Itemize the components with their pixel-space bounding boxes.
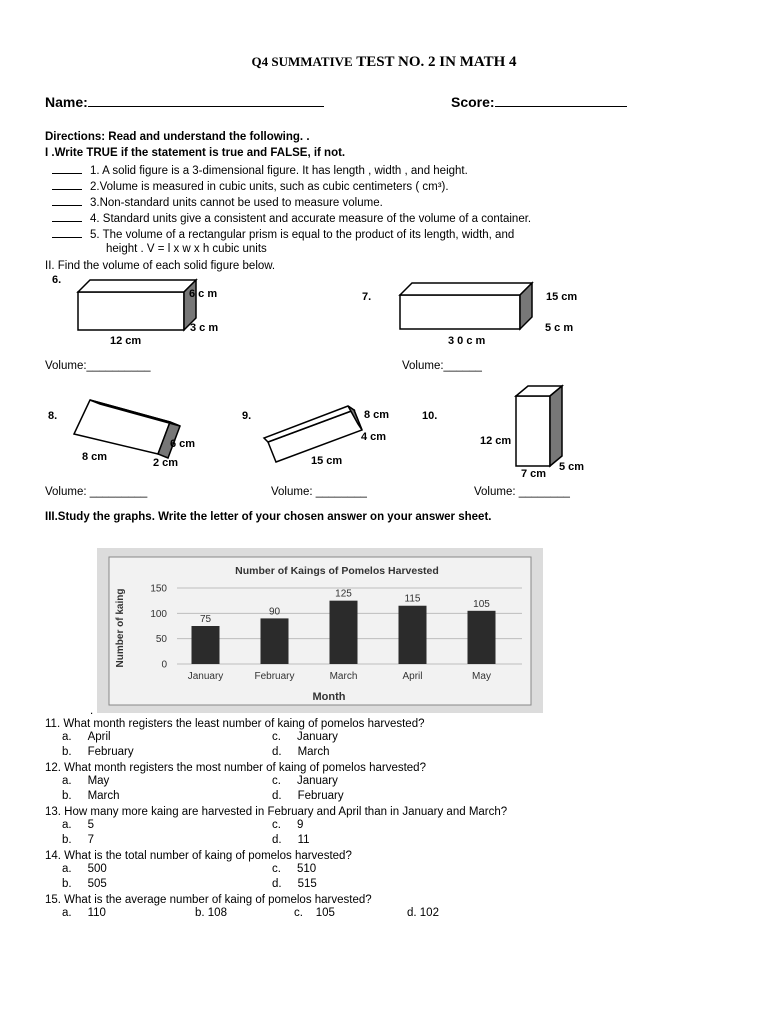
option-letter: b.: [62, 878, 72, 890]
tf-item-4: [52, 210, 531, 227]
title-prefix: Q4 SUMMATIVE: [251, 54, 353, 69]
chart-x-tick-label: January: [187, 671, 224, 682]
option-letter: c.: [272, 863, 281, 875]
part1-heading-true: TRUE: [86, 147, 118, 159]
directions: Directions: Read and understand the following. .: [45, 131, 310, 143]
fig7-width-label: 5 c m: [545, 322, 574, 334]
fig9-height-label: 8 cm: [364, 409, 390, 421]
stray-dot: .: [90, 705, 94, 717]
chart-x-tick-label: February: [254, 671, 295, 682]
tf-item-text: 2.Volume is measured in cubic units, such as cubic centimeters ( cm³).: [90, 181, 449, 193]
fig10-number: 10.: [422, 410, 438, 422]
q15-option-c: [294, 907, 335, 919]
fig9-width-label: 4 cm: [361, 431, 387, 443]
fig10-length-label: 7 cm: [521, 468, 547, 480]
question-14: 14. What is the total number of kaing of pomelos harvested?: [45, 850, 352, 862]
tf-item-text: 1. A solid figure is a 3-dimensional figure. It has length , width , and height.: [90, 165, 468, 177]
chart-x-tick-label: May: [472, 671, 491, 682]
option-text: 11: [297, 834, 310, 846]
option-text: 110: [87, 907, 106, 919]
q13-option-b: [62, 834, 94, 846]
part3-heading: III.Study the graphs. Write the letter of your chosen answer on your answer sheet.: [45, 511, 492, 523]
name-line[interactable]: [88, 92, 324, 107]
question-11: 11. What month registers the least number of kaing of pomelos harvested?: [45, 718, 425, 730]
option-text: March: [87, 790, 120, 802]
chart-bar-february: [261, 618, 289, 664]
fig9-number: 9.: [242, 410, 252, 422]
question-15: 15. What is the average number of kaing of pomelos harvested?: [45, 894, 372, 906]
name-label: Name:: [45, 94, 88, 110]
fig7-prism: [398, 281, 534, 333]
option-text: February: [297, 790, 344, 802]
chart-y-tick-label: 100: [150, 608, 167, 620]
q11-option-d: [272, 746, 330, 758]
answer-blank[interactable]: [52, 178, 82, 190]
q14-option-c: [272, 863, 316, 875]
score-field[interactable]: [451, 92, 627, 110]
option-letter: c.: [294, 907, 303, 919]
option-text: 515: [297, 878, 317, 890]
chart-y-tick-label: 50: [155, 634, 167, 646]
fig6-prism: [76, 278, 196, 334]
fig6-number: 6.: [52, 274, 62, 286]
tf-item-2: [52, 178, 449, 195]
fig10-volume: Volume: ________: [474, 486, 570, 498]
chart-x-tick-label: April: [402, 671, 423, 682]
option-letter: a.: [62, 819, 72, 831]
option-letter: a.: [62, 863, 72, 875]
option-letter: d.: [272, 834, 282, 846]
answer-blank[interactable]: [52, 226, 82, 238]
option-letter: c.: [272, 819, 281, 831]
tf-item-1: [52, 162, 468, 179]
q11-option-a: [62, 731, 111, 743]
tf-item-text: 5. The volume of a rectangular prism is equal to the product of its length, width, and: [90, 229, 515, 241]
chart-y-tick-label: 0: [161, 659, 167, 671]
option-letter: c.: [272, 731, 281, 743]
score-line[interactable]: [495, 92, 627, 107]
q14-option-a: [62, 863, 107, 875]
chart-y-tick-label: 150: [150, 583, 167, 595]
answer-blank[interactable]: [52, 162, 82, 174]
option-letter: a.: [62, 907, 72, 919]
fig7-length-label: 3 0 c m: [448, 335, 486, 347]
q13-option-c: [272, 819, 303, 831]
chart-bar-may: [468, 611, 496, 664]
option-letter: d.: [272, 878, 282, 890]
option-letter: b.: [62, 790, 72, 802]
q11-option-c: [272, 731, 338, 743]
option-letter: d.: [272, 790, 282, 802]
option-text: 5: [87, 819, 94, 831]
fig8-volume: Volume: _________: [45, 486, 148, 498]
question-12: 12. What month registers the most number of kaing of pomelos harvested?: [45, 762, 426, 774]
fig8-side-label: 6 cm: [170, 438, 196, 450]
q12-option-d: [272, 790, 344, 802]
chart-title: Number of Kaings of Pomelos Harvested: [235, 565, 439, 577]
part1-heading-false: FALSE: [270, 147, 308, 159]
option-text: 105: [315, 907, 335, 919]
q13-option-a: [62, 819, 94, 831]
q14-option-d: [272, 878, 317, 890]
fig8-length-label: 8 cm: [82, 451, 108, 463]
part1-heading: [45, 145, 345, 161]
answer-blank[interactable]: [52, 210, 82, 222]
tf-item-5-cont: height . V = l x w x h cubic units: [106, 243, 267, 255]
fig6-length-label: 12 cm: [110, 335, 142, 347]
chart-bar-january: [192, 626, 220, 664]
option-text: 500: [87, 863, 107, 875]
chart-x-axis-label: Month: [312, 691, 346, 703]
name-field[interactable]: [45, 92, 324, 110]
tf-item-text: 4. Standard units give a consistent and accurate measure of the volume of a container.: [90, 213, 532, 225]
option-text: 9: [296, 819, 304, 831]
q11-option-b: [62, 746, 134, 758]
option-text: February: [87, 746, 134, 758]
option-text: 505: [87, 878, 107, 890]
fig7-height-label: 15 cm: [546, 291, 578, 303]
fig10-height-label: 12 cm: [480, 435, 512, 447]
chart-y-axis-label: Number of kaing: [115, 588, 126, 668]
tf-item-3: [52, 194, 383, 211]
fig6-height-label: 6 c m: [189, 288, 218, 300]
q12-option-b: [62, 790, 120, 802]
option-letter: d.: [272, 746, 282, 758]
fig10-width-label: 5 cm: [559, 461, 585, 473]
option-letter: c.: [272, 775, 281, 787]
tf-item-text: 3.Non-standard units cannot be used to measure volume.: [90, 197, 383, 209]
fig8-number: 8.: [48, 410, 58, 422]
option-text: January: [296, 775, 338, 787]
part1-heading-b: if the statement is true and: [117, 147, 271, 159]
q14-option-b: [62, 878, 107, 890]
fig10-prism: [514, 384, 564, 470]
chart-data-label: 75: [199, 614, 212, 625]
option-letter: a.: [62, 731, 72, 743]
fig9-volume: Volume: ________: [271, 486, 367, 498]
option-text: 510: [296, 863, 317, 875]
chart-data-label: 90: [268, 606, 281, 618]
q15-option-d: d. 102: [407, 907, 439, 919]
option-text: 7: [87, 834, 94, 846]
q15-option-b: b. 108: [195, 907, 227, 919]
part1-heading-c: , if not.: [307, 147, 346, 159]
fig6-width-label: 3 c m: [190, 322, 219, 334]
fig7-volume: Volume:______: [402, 360, 482, 372]
part1-heading-a: I .Write: [45, 147, 87, 159]
question-13: 13. How many more kaing are harvested in February and April than in January and March?: [45, 806, 508, 818]
score-label: Score:: [451, 94, 495, 110]
fig9-length-label: 15 cm: [311, 455, 343, 467]
option-letter: b.: [62, 834, 72, 846]
chart-data-label: 115: [404, 593, 421, 605]
fig6-volume: Volume:__________: [45, 360, 151, 372]
bar-chart: [97, 548, 543, 713]
option-text: January: [296, 731, 338, 743]
q13-option-d: [272, 834, 310, 846]
chart-data-label: 125: [335, 588, 352, 600]
title-rest: TEST NO. 2 IN MATH 4: [356, 54, 517, 70]
fig8-width-label: 2 cm: [153, 457, 179, 469]
option-text: May: [87, 775, 110, 787]
option-text: March: [297, 746, 330, 758]
bar-chart-panel: [97, 548, 543, 713]
q12-option-a: [62, 775, 109, 787]
option-text: April: [87, 731, 111, 743]
option-letter: b.: [62, 746, 72, 758]
chart-x-tick-label: March: [329, 671, 358, 682]
q15-option-a: [62, 907, 106, 919]
chart-data-label: 105: [473, 598, 490, 610]
answer-blank[interactable]: [52, 194, 82, 206]
chart-bar-march: [330, 601, 358, 664]
part2-heading: II. Find the volume of each solid figure below.: [45, 260, 276, 272]
fig7-number: 7.: [362, 291, 372, 303]
chart-bar-april: [399, 606, 427, 664]
page-title: [0, 54, 768, 71]
q12-option-c: [272, 775, 338, 787]
option-letter: a.: [62, 775, 72, 787]
